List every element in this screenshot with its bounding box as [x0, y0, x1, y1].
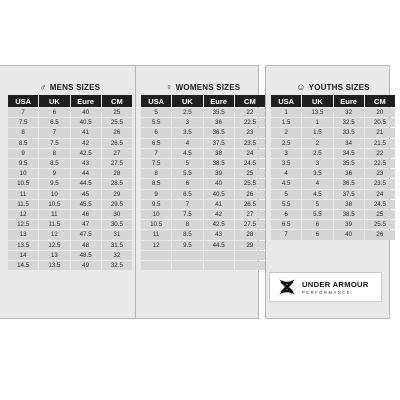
womens-col-header: USA	[141, 95, 171, 107]
womens-size-cell	[235, 261, 265, 270]
youths-size-cell: 36	[334, 169, 364, 178]
mens-col-header: USA	[8, 95, 38, 107]
womens-size-cell	[204, 251, 234, 260]
mens-size-row	[8, 139, 132, 148]
youths-sizes-section	[270, 80, 396, 241]
mens-size-cell: 49	[71, 261, 101, 270]
mens-size-cell: 26.5	[102, 139, 132, 148]
youths-size-cell: 37.5	[334, 190, 364, 199]
mens-size-cell: 48.5	[71, 251, 101, 260]
womens-size-cell: 36	[204, 118, 234, 127]
mens-size-cell: 40	[71, 108, 101, 117]
mens-size-cell: 27	[102, 149, 132, 158]
youths-size-cell: 5.5	[302, 210, 332, 219]
mens-size-cell: 27.5	[102, 159, 132, 168]
mens-size-cell: 11.5	[39, 220, 69, 229]
womens-size-cell: 27	[235, 210, 265, 219]
youths-size-cell: 32.5	[334, 118, 364, 127]
womens-title-text: WOMENS SIZES	[175, 82, 241, 92]
youths-size-cell: 2.5	[271, 139, 301, 148]
mens-size-cell: 29.5	[102, 200, 132, 209]
mens-table-body	[8, 108, 132, 270]
mens-size-row	[8, 261, 132, 270]
brand-name: UNDER ARMOUR	[302, 279, 369, 289]
womens-size-cell: 10	[141, 210, 171, 219]
mens-size-cell: 46	[71, 210, 101, 219]
youths-size-row	[271, 220, 395, 229]
brand-tagline: PERFORMANCE	[302, 289, 352, 295]
womens-section-title	[140, 80, 266, 94]
mens-size-cell: 41	[71, 128, 101, 137]
mens-size-cell: 47	[71, 220, 101, 229]
mens-title-text: MENS SIZES	[49, 82, 101, 92]
mens-size-cell: 25	[102, 108, 132, 117]
youths-size-cell: 13.5	[302, 108, 332, 117]
youths-size-cell: 33.5	[334, 128, 364, 137]
youths-size-row	[271, 159, 395, 168]
womens-size-cell: 25.5	[235, 179, 265, 188]
mens-size-cell: 6.5	[39, 118, 69, 127]
womens-size-row	[141, 128, 265, 137]
womens-size-cell: 36.5	[204, 128, 234, 137]
mens-size-row	[8, 118, 132, 127]
womens-header-row	[141, 95, 265, 107]
youths-section-title	[270, 80, 396, 94]
youths-size-cell: 22.5	[365, 159, 395, 168]
womens-size-cell: 41	[204, 200, 234, 209]
youths-size-cell: 5	[271, 190, 301, 199]
mens-size-cell: 13.5	[8, 241, 38, 250]
mens-size-cell: 30	[102, 210, 132, 219]
mens-size-row	[8, 108, 132, 117]
youths-size-cell: 5.5	[271, 200, 301, 209]
womens-size-cell	[172, 251, 202, 260]
womens-size-row	[141, 241, 265, 250]
mens-size-cell: 42.5	[71, 149, 101, 158]
mens-size-cell: 44	[71, 169, 101, 178]
youths-size-cell: 4.5	[302, 190, 332, 199]
mens-size-row	[8, 220, 132, 229]
mens-size-cell: 7.5	[8, 118, 38, 127]
womens-size-row	[141, 210, 265, 219]
womens-size-cell: 26	[235, 190, 265, 199]
youths-size-cell: 23	[365, 169, 395, 178]
womens-size-cell: 26.5	[235, 200, 265, 209]
womens-size-cell: 7	[172, 200, 202, 209]
womens-size-cell	[235, 251, 265, 260]
womens-size-cell: 6	[141, 128, 171, 137]
mens-size-cell: 8	[8, 128, 38, 137]
womens-size-cell: 8.5	[172, 230, 202, 239]
womens-size-cell: 4.5	[172, 149, 202, 158]
mens-size-cell: 11.5	[8, 200, 38, 209]
mens-size-cell: 13	[8, 230, 38, 239]
womens-size-cell	[204, 261, 234, 270]
youths-size-cell: 35.5	[334, 159, 364, 168]
womens-size-cell: 7.5	[172, 210, 202, 219]
youths-size-cell: 2.5	[302, 149, 332, 158]
womens-size-cell: 3.5	[172, 128, 202, 137]
youths-size-cell: 4	[302, 179, 332, 188]
youths-size-cell: 7	[271, 230, 301, 239]
womens-size-cell: 12	[141, 241, 171, 250]
youths-size-row	[271, 118, 395, 127]
youths-size-cell: 3.5	[271, 159, 301, 168]
mens-col-header: Eure	[71, 95, 101, 107]
mens-size-cell: 11	[8, 190, 38, 199]
youths-size-cell: 34.5	[334, 149, 364, 158]
female-figure-icon: ♀	[165, 82, 173, 92]
womens-size-row	[141, 118, 265, 127]
youths-size-cell: 1.5	[271, 118, 301, 127]
womens-size-cell: 24.5	[235, 159, 265, 168]
womens-size-cell	[141, 261, 171, 270]
womens-sizes-section	[140, 80, 266, 271]
womens-size-cell: 42	[204, 210, 234, 219]
youths-size-row	[271, 179, 395, 188]
brand-logo	[269, 272, 382, 302]
mens-size-cell: 12.5	[39, 241, 69, 250]
womens-size-cell: 4	[172, 139, 202, 148]
mens-size-cell: 31.5	[102, 241, 132, 250]
womens-size-cell: 9.5	[172, 241, 202, 250]
womens-size-cell: 8	[141, 169, 171, 178]
womens-size-cell: 40	[204, 179, 234, 188]
mens-size-cell: 14.5	[8, 261, 38, 270]
womens-size-row	[141, 261, 265, 270]
mens-size-cell: 30.5	[102, 220, 132, 229]
youths-size-row	[271, 169, 395, 178]
womens-col-header: CM	[235, 95, 265, 107]
womens-size-cell: 42.5	[204, 220, 234, 229]
youths-size-row	[271, 230, 395, 239]
mens-size-cell: 45.5	[71, 200, 101, 209]
youths-size-cell: 6	[302, 220, 332, 229]
youths-size-cell: 22	[365, 149, 395, 158]
youths-size-cell: 38	[334, 200, 364, 209]
mens-size-cell: 32.5	[102, 261, 132, 270]
mens-size-cell: 9	[39, 169, 69, 178]
youths-size-cell: 2	[271, 128, 301, 137]
mens-size-row	[8, 210, 132, 219]
womens-size-row	[141, 251, 265, 260]
youths-size-row	[271, 139, 395, 148]
womens-size-cell: 11	[141, 230, 171, 239]
mens-size-row	[8, 159, 132, 168]
womens-col-header: UK	[172, 95, 202, 107]
womens-size-cell: 29	[235, 241, 265, 250]
womens-size-cell: 38	[204, 149, 234, 158]
youth-figures-icon: ☺	[296, 82, 306, 92]
youths-size-cell: 20.5	[365, 118, 395, 127]
womens-size-cell: 2.5	[172, 108, 202, 117]
mens-size-cell: 12	[8, 210, 38, 219]
youths-size-cell: 25	[365, 210, 395, 219]
womens-size-cell: 23	[235, 128, 265, 137]
womens-size-table	[140, 94, 266, 271]
mens-size-cell: 8.5	[8, 139, 38, 148]
mens-size-cell: 10.5	[8, 179, 38, 188]
mens-size-row	[8, 241, 132, 250]
youths-size-cell: 1	[302, 118, 332, 127]
mens-size-cell: 13.5	[39, 261, 69, 270]
youths-size-cell: 4.5	[271, 179, 301, 188]
womens-size-cell: 24	[235, 149, 265, 158]
mens-size-cell: 12	[39, 230, 69, 239]
womens-size-row	[141, 220, 265, 229]
mens-size-cell: 28.5	[102, 179, 132, 188]
mens-size-cell: 43	[71, 159, 101, 168]
womens-size-cell	[172, 261, 202, 270]
womens-size-cell: 28	[235, 230, 265, 239]
womens-size-row	[141, 230, 265, 239]
womens-size-row	[141, 169, 265, 178]
youths-table-body	[271, 108, 395, 240]
youths-size-cell: 39	[334, 220, 364, 229]
womens-size-cell: 8.5	[141, 179, 171, 188]
mens-size-cell: 13	[39, 251, 69, 260]
womens-size-row	[141, 159, 265, 168]
mens-size-cell: 40.5	[71, 118, 101, 127]
mens-size-cell: 9.5	[39, 179, 69, 188]
mens-size-cell: 31	[102, 230, 132, 239]
womens-size-row	[141, 200, 265, 209]
womens-size-cell: 10.5	[141, 220, 171, 229]
mens-size-row	[8, 169, 132, 178]
mens-size-row	[8, 251, 132, 260]
youths-size-cell: 3.5	[302, 169, 332, 178]
mens-section-title	[7, 80, 133, 94]
mens-size-row	[8, 230, 132, 239]
mens-size-row	[8, 190, 132, 199]
youths-size-cell: 34	[334, 139, 364, 148]
mens-size-cell: 7	[8, 108, 38, 117]
youths-size-cell: 2	[302, 139, 332, 148]
youths-size-cell: 20	[365, 108, 395, 117]
womens-size-cell: 5.5	[172, 169, 202, 178]
womens-size-cell: 40.5	[204, 190, 234, 199]
youths-title-text: YOUTHS SIZES	[308, 82, 370, 92]
womens-size-cell: 9	[141, 190, 171, 199]
youths-size-row	[271, 210, 395, 219]
mens-size-row	[8, 128, 132, 137]
under-armour-logo-icon	[276, 276, 298, 298]
womens-size-cell: 27.5	[235, 220, 265, 229]
youths-size-cell: 3	[271, 149, 301, 158]
womens-size-cell: 25	[235, 169, 265, 178]
mens-size-cell: 9.5	[8, 159, 38, 168]
youths-size-cell: 40	[334, 230, 364, 239]
mens-size-table	[7, 94, 133, 271]
womens-size-cell: 8	[172, 220, 202, 229]
youths-col-header: UK	[302, 95, 332, 107]
youths-size-cell: 21.5	[365, 139, 395, 148]
mens-size-cell: 28	[102, 169, 132, 178]
womens-size-cell: 7	[141, 149, 171, 158]
womens-size-row	[141, 108, 265, 117]
womens-table-body	[141, 108, 265, 270]
womens-size-cell: 43	[204, 230, 234, 239]
youths-size-table	[270, 94, 396, 241]
womens-size-row	[141, 149, 265, 158]
youths-size-cell: 6.5	[271, 220, 301, 229]
youths-size-cell: 25.5	[365, 220, 395, 229]
mens-header-row	[8, 95, 132, 107]
youths-size-cell: 6	[271, 210, 301, 219]
mens-size-cell: 8	[39, 149, 69, 158]
mens-size-cell: 25.5	[102, 118, 132, 127]
mens-size-row	[8, 200, 132, 209]
mens-size-cell: 29	[102, 190, 132, 199]
mens-size-cell: 12.5	[8, 220, 38, 229]
mens-size-cell: 10	[39, 190, 69, 199]
youths-size-cell: 32	[334, 108, 364, 117]
womens-col-header: Eure	[204, 95, 234, 107]
womens-size-cell: 6.5	[172, 190, 202, 199]
womens-size-cell: 6	[172, 179, 202, 188]
youths-size-cell: 38.5	[334, 210, 364, 219]
mens-size-cell: 14	[8, 251, 38, 260]
mens-sizes-section	[7, 80, 133, 271]
womens-size-cell: 35.5	[204, 108, 234, 117]
mens-size-cell: 32	[102, 251, 132, 260]
youths-size-cell: 36.5	[334, 179, 364, 188]
mens-size-row	[8, 149, 132, 158]
mens-size-cell: 7.5	[39, 139, 69, 148]
youths-size-cell: 1.5	[302, 128, 332, 137]
mens-size-cell: 11	[39, 210, 69, 219]
womens-size-cell	[141, 251, 171, 260]
womens-size-cell: 22	[235, 108, 265, 117]
womens-size-cell: 3	[172, 118, 202, 127]
mens-size-cell: 7	[39, 128, 69, 137]
youths-size-cell: 21	[365, 128, 395, 137]
mens-size-cell: 9	[8, 149, 38, 158]
womens-size-cell: 44.5	[204, 241, 234, 250]
mens-col-header: UK	[39, 95, 69, 107]
womens-size-cell: 6.5	[141, 139, 171, 148]
youths-size-cell: 24	[365, 190, 395, 199]
youths-size-cell: 4	[271, 169, 301, 178]
mens-size-cell: 47.5	[71, 230, 101, 239]
youths-size-row	[271, 149, 395, 158]
womens-size-cell: 23.5	[235, 139, 265, 148]
womens-size-cell: 7.5	[141, 159, 171, 168]
youths-size-cell: 24.5	[365, 200, 395, 209]
womens-size-cell: 22.5	[235, 118, 265, 127]
womens-size-cell: 5	[141, 108, 171, 117]
mens-size-cell: 26	[102, 128, 132, 137]
womens-size-cell: 9.5	[141, 200, 171, 209]
youths-size-row	[271, 108, 395, 117]
youths-size-row	[271, 128, 395, 137]
mens-col-header: CM	[102, 95, 132, 107]
youths-size-cell: 5	[302, 200, 332, 209]
mens-size-cell: 10.5	[39, 200, 69, 209]
mens-size-cell: 44.5	[71, 179, 101, 188]
youths-size-cell: 23.5	[365, 179, 395, 188]
youths-size-cell: 3	[302, 159, 332, 168]
mens-size-cell: 8.5	[39, 159, 69, 168]
mens-size-cell: 10	[8, 169, 38, 178]
youths-header-row	[271, 95, 395, 107]
mens-size-cell: 42	[71, 139, 101, 148]
womens-size-cell: 5.5	[141, 118, 171, 127]
youths-size-cell: 6	[302, 230, 332, 239]
mens-size-cell: 45	[71, 190, 101, 199]
mens-size-cell: 48	[71, 241, 101, 250]
youths-col-header: USA	[271, 95, 301, 107]
womens-size-cell: 37.5	[204, 139, 234, 148]
youths-col-header: Eure	[334, 95, 364, 107]
womens-size-cell: 5	[172, 159, 202, 168]
youths-size-row	[271, 190, 395, 199]
male-figure-icon: ♂	[39, 82, 47, 92]
youths-col-header: CM	[365, 95, 395, 107]
mens-size-row	[8, 179, 132, 188]
womens-size-row	[141, 179, 265, 188]
womens-size-row	[141, 139, 265, 148]
youths-size-cell: 26	[365, 230, 395, 239]
youths-size-row	[271, 200, 395, 209]
mens-size-cell: 6	[39, 108, 69, 117]
youths-size-cell: 1	[271, 108, 301, 117]
womens-size-cell: 39	[204, 169, 234, 178]
womens-size-row	[141, 190, 265, 199]
womens-size-cell: 38.5	[204, 159, 234, 168]
